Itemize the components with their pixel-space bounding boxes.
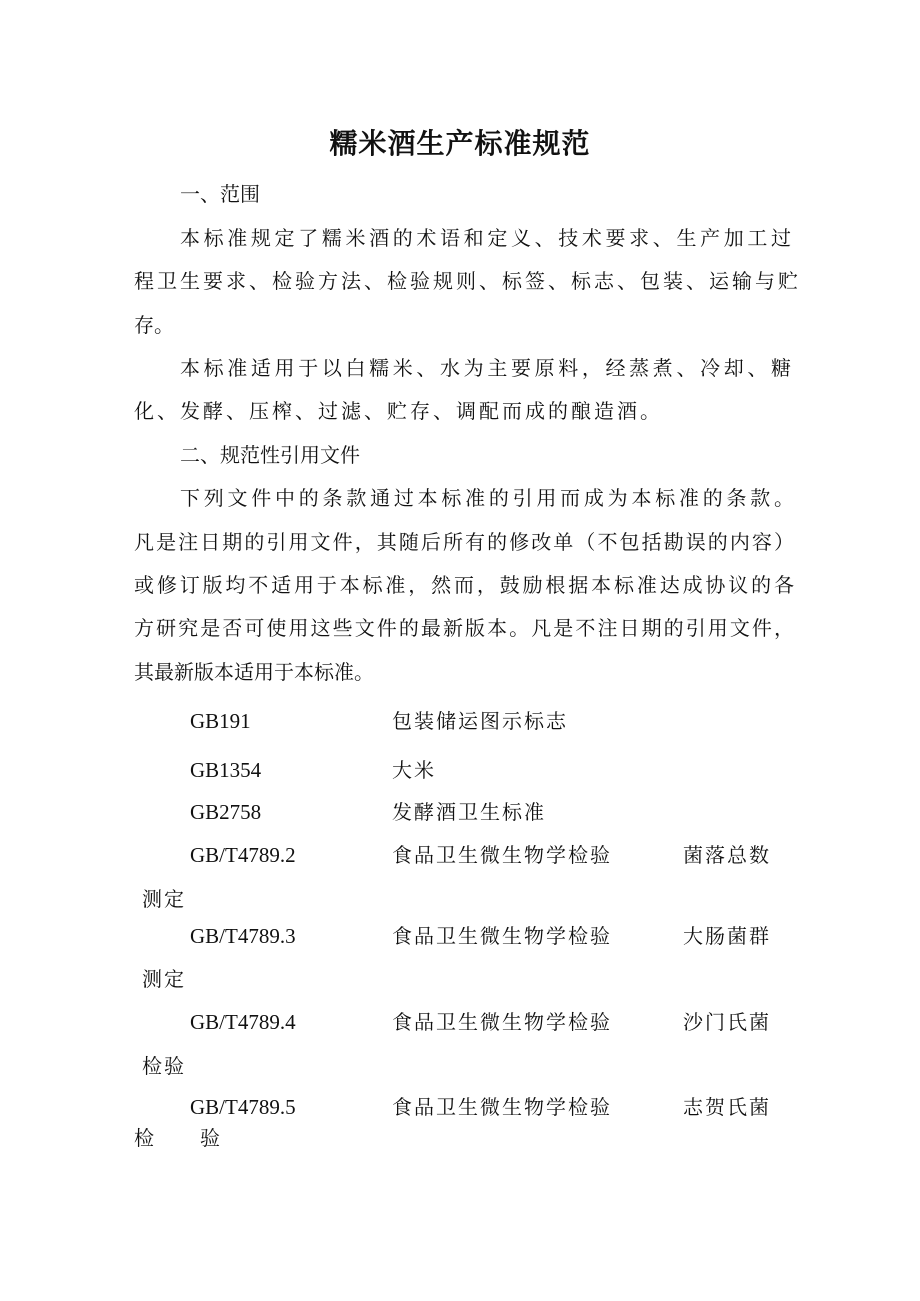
paragraph-line: 方研究是否可使用这些文件的最新版本。凡是不注日期的引用文件，	[134, 616, 794, 640]
reference-wrap: 测定	[142, 967, 186, 991]
reference-subject: 志贺氏菌	[683, 1095, 771, 1119]
paragraph-line: 下列文件中的条款通过本标准的引用而成为本标准的条款。	[180, 486, 794, 510]
document-title: 糯米酒生产标准规范	[329, 127, 591, 160]
reference-code: GB/T4789.5	[190, 1095, 296, 1119]
paragraph-line: 程卫生要求、检验方法、检验规则、标签、标志、包装、运输与贮	[134, 269, 801, 293]
paragraph-line: 其最新版本适用于本标准。	[134, 660, 374, 684]
reference-name: 食品卫生微生物学检验	[392, 1095, 612, 1119]
reference-name: 食品卫生微生物学检验	[392, 924, 612, 948]
reference-subject: 菌落总数	[683, 843, 771, 867]
reference-name: 食品卫生微生物学检验	[392, 1010, 612, 1034]
section-heading-references: 二、规范性引用文件	[180, 443, 360, 467]
reference-subject: 大肠菌群	[683, 924, 771, 948]
reference-name: 食品卫生微生物学检验	[392, 843, 612, 867]
reference-name: 包装储运图示标志	[392, 709, 568, 733]
reference-code: GB/T4789.3	[190, 924, 296, 948]
reference-code: GB/T4789.4	[190, 1010, 296, 1034]
paragraph-line: 本标准规定了糯米酒的术语和定义、技术要求、生产加工过	[180, 226, 794, 250]
paragraph-line: 化、发酵、压榨、过滤、贮存、调配而成的酿造酒。	[134, 399, 663, 423]
paragraph-line: 本标准适用于以白糯米、水为主要原料，经蒸煮、冷却、糖	[180, 356, 794, 380]
reference-subject: 沙门氏菌	[683, 1010, 771, 1034]
reference-wrap: 测定	[142, 887, 186, 911]
reference-name: 大米	[392, 758, 436, 782]
reference-code: GB191	[190, 709, 251, 733]
paragraph-line: 存。	[134, 313, 174, 337]
reference-wrap: 检 验	[134, 1126, 222, 1150]
reference-code: GB2758	[190, 800, 262, 824]
reference-code: GB1354	[190, 758, 262, 782]
paragraph-line: 凡是注日期的引用文件，其随后所有的修改单（不包括勘误的内容）	[134, 530, 794, 554]
section-heading-scope: 一、范围	[180, 182, 260, 206]
reference-name: 发酵酒卫生标准	[392, 800, 546, 824]
reference-code: GB/T4789.2	[190, 843, 296, 867]
paragraph-line: 或修订版均不适用于本标准，然而，鼓励根据本标准达成协议的各	[134, 573, 794, 597]
reference-wrap: 检验	[142, 1054, 186, 1078]
